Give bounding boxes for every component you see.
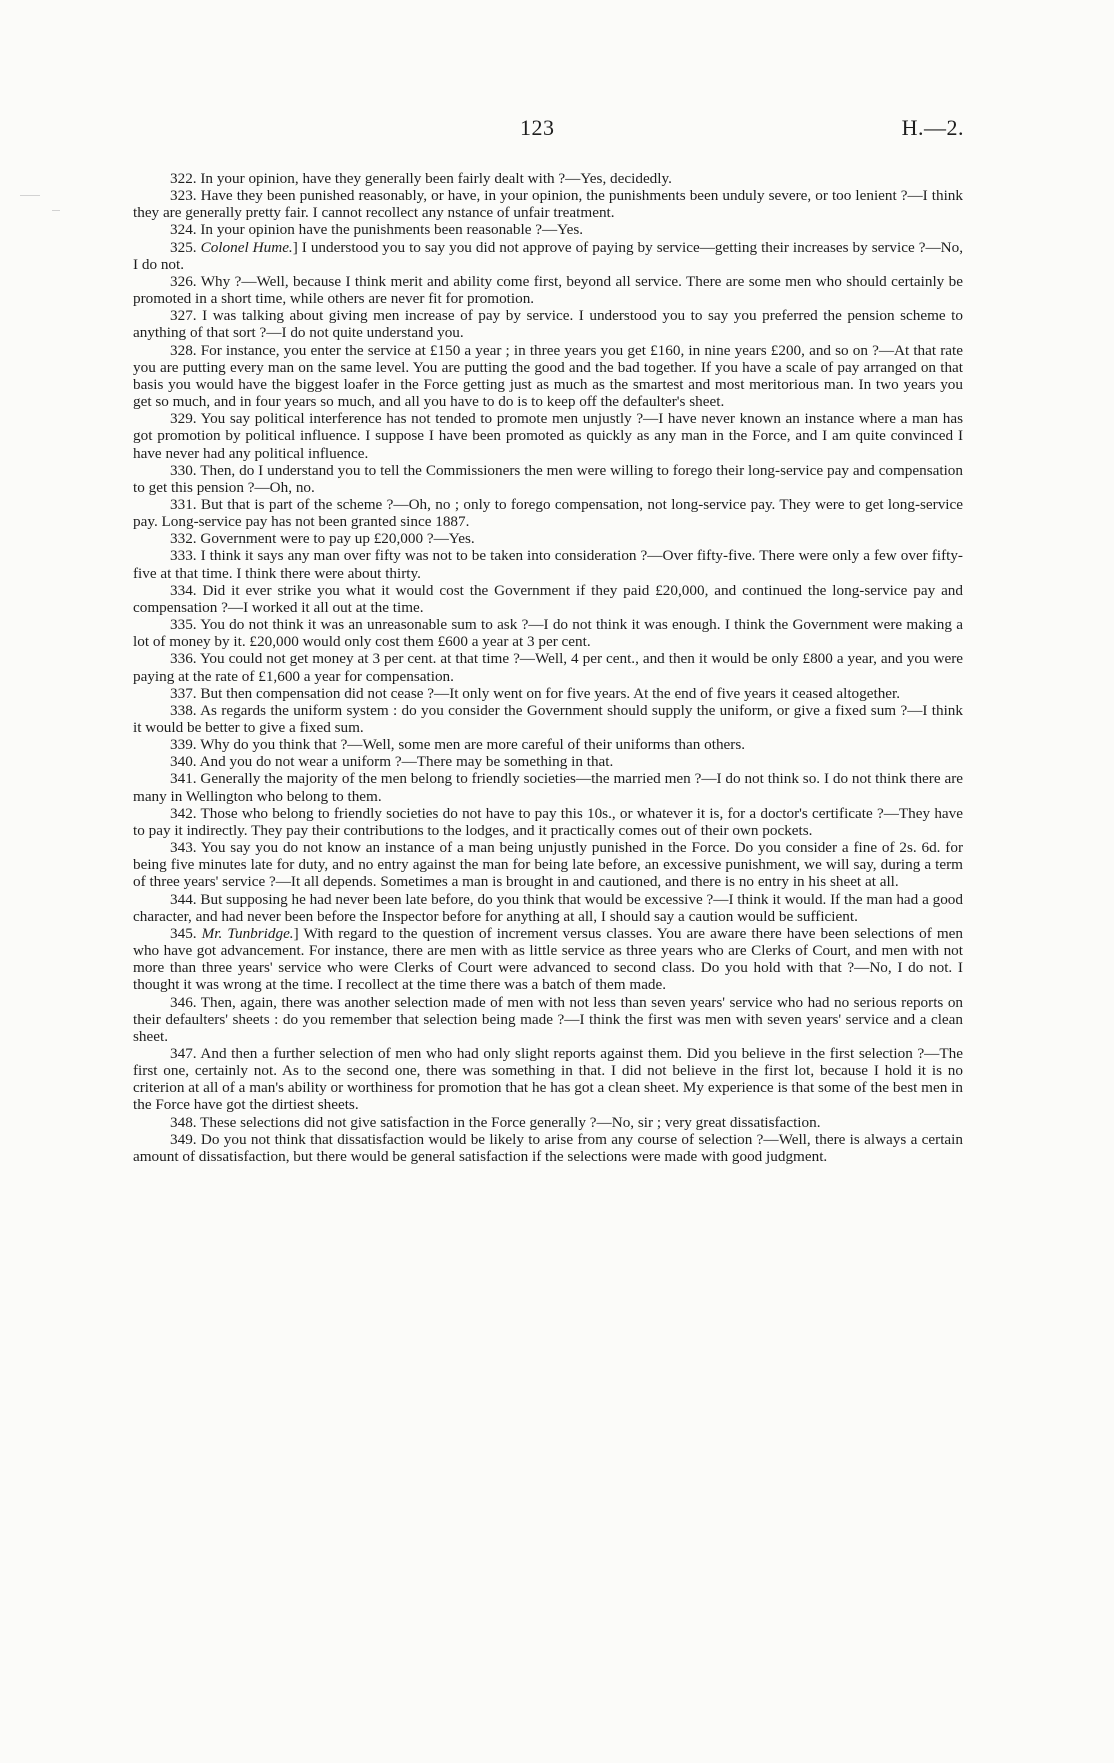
paragraph-text: 339. Why do you think that ?—Well, some men are more careful of their uniforms than others. xyxy=(170,736,746,754)
paragraph-336 xyxy=(133,650,963,684)
paragraph-text: 332. Government were to pay up £20,000 ?—Yes. xyxy=(170,530,475,548)
paragraph-339 xyxy=(133,736,963,753)
document-reference: H.—2. xyxy=(901,115,964,140)
paragraph-text: 334. Did it ever strike you what it would cost the Government if they paid £20,000, and continued the long-service pay and compensation ?—I worked it all out at the time. xyxy=(133,581,963,616)
paragraph-text: 328. For instance, you enter the service at £150 a year ; in three years you get £160, in nine years £200, and so on ?—At that rate you are putting every man on the same level. You are putting the good and the bad together. If you have a scale of pay arranged on that basis you would have the biggest loafer in the Force getting just as much as the smartest and most meritorious man. In two years you get so much, and in four years so much, and all you have to do is to keep off the defaulter's sheet. xyxy=(133,341,963,411)
paragraph-text: 329. You say political interference has not tended to promote men unjustly ?—I have never known an instance where a man has got promotion by political influence. I suppose I have been promoted as quickly as any man in the Force, and I am quite convinced I have never had any political influence. xyxy=(133,410,963,462)
paragraph-331 xyxy=(133,496,963,530)
paragraph-text: 343. You say you do not know an instance of a man being unjustly punished in the Force. Do you consider a fine of 2s. 6d. for being five minutes late for duty, and no entry against the man for being late before, an excessive punishment, we will say, during a term of three years' service ?—It all depends. Sometimes a man is brought in and cautioned, and there is no entry in his sheet at all. xyxy=(133,839,963,891)
paragraph-text: 347. And then a further selection of men who had only slight reports against them. Did you believe in the first selection ?—The first one, certainly not. As to the second one, there was something in that. I did not believe in the first lot, because I hold it is no criterion at all of a man's ability or worthiness for promotion that he has got a clean sheet. My experience is that some of the best men in the Force have got the dirtiest sheets. xyxy=(133,1044,963,1114)
paragraph-text: 335. You do not think it was an unreasonable sum to ask ?—I do not think it was enough. I think the Government were making a lot of money by it. £20,000 would only cost them £600 a year at 3 per cent. xyxy=(133,616,963,651)
paragraph-335 xyxy=(133,616,963,650)
paragraph-text: 322. In your opinion, have they generally been fairly dealt with ?—Yes, decidedly. xyxy=(170,170,672,187)
paragraph-number: 325. xyxy=(170,238,201,256)
paragraph-text: 330. Then, do I understand you to tell the Commissioners the men were willing to forego their long-service pay and compensation to get this pension ?—Oh, no. xyxy=(133,461,963,496)
paragraph-text: 337. But then compensation did not cease ?—It only went on for five years. At the end of five years it ceased altogether. xyxy=(170,684,901,702)
paragraph-348 xyxy=(133,1114,963,1131)
paragraph-text: 346. Then, again, there was another selection made of men with not less than seven years' service who had no serious reports on their defaulters' sheets : do you remember that selection being made ?—I think the first was men with seven years' service and a clean sheet. xyxy=(133,993,963,1045)
paragraph-343 xyxy=(133,839,963,890)
paragraph-338 xyxy=(133,702,963,736)
paragraph-text: 331. But that is part of the scheme ?—Oh, no ; only to forego compensation, not long-service pay. They were to get long-service pay. Long-service pay has not been granted since 1887. xyxy=(133,495,963,531)
paragraph-342 xyxy=(133,805,963,839)
paragraph-333 xyxy=(133,547,963,581)
scan-mark xyxy=(20,195,40,196)
paragraph-345 xyxy=(133,925,963,994)
paragraph-text: 340. And you do not wear a uniform ?—There may be something in that. xyxy=(170,753,614,771)
paragraph-text: 324. In your opinion have the punishments been reasonable ?—Yes. xyxy=(170,221,584,239)
paragraph-text: 342. Those who belong to friendly societies do not have to pay this 10s., or whatever it is, for a doctor's certificate ?—They have to pay it indirectly. They pay their contributions to the lodges, and it practically comes out of their own pockets. xyxy=(133,804,963,839)
paragraph-324 xyxy=(133,221,963,238)
paragraph-341 xyxy=(133,770,963,804)
paragraph-text: 327. I was talking about giving men increase of pay by service. I understood you to say you preferred the pension scheme to anything of that sort ?—I do not quite understand you. xyxy=(133,307,963,342)
scan-mark xyxy=(52,210,60,211)
paragraph-text: 333. I think it says any man over fifty was not to be taken into consideration ?—Over fifty-five. There were only a few over fifty-five at that time. I think there were about thirty. xyxy=(133,547,963,582)
page-header xyxy=(0,115,1114,155)
paragraph-text: 323. Have they been punished reasonably, or have, in your opinion, the punishments been unduly severe, or too lenient ?—I think they are generally pretty fair. I cannot recollect any nstance of unfair treatment. xyxy=(133,187,963,222)
paragraph-325 xyxy=(133,239,963,273)
paragraph-323 xyxy=(133,187,963,221)
paragraph-330 xyxy=(133,462,963,496)
paragraph-text: ] I understood you to say you did not approve of paying by service—getting their increases by service ?—No, I do not. xyxy=(133,238,964,273)
paragraph-text: 348. These selections did not give satisfaction in the Force generally ?—No, sir ; very great dissatisfaction. xyxy=(170,1113,821,1131)
paragraph-328 xyxy=(133,342,963,411)
speaker-name: Mr. Tunbridge. xyxy=(201,924,294,942)
page-number: 123 xyxy=(520,115,555,140)
paragraph-337 xyxy=(133,685,963,702)
document-body xyxy=(133,170,963,1165)
paragraph-329 xyxy=(133,410,963,461)
paragraph-text: 341. Generally the majority of the men belong to friendly societies—the married men ?—I do not think so. I do not think there are many in Wellington who belong to them. xyxy=(133,770,963,805)
paragraph-340 xyxy=(133,753,963,770)
paragraph-346 xyxy=(133,994,963,1045)
paragraph-text: 349. Do you not think that dissatisfaction would be likely to arise from any course of selection ?—Well, there is always a certain amount of dissatisfaction, but there would be general satisfaction if the selections were made with good judgment. xyxy=(133,1130,963,1165)
paragraph-327 xyxy=(133,307,963,341)
paragraph-334 xyxy=(133,582,963,616)
paragraph-text: 338. As regards the uniform system : do you consider the Government should supply the uniform, or give a fixed sum ?—I think it would be better to give a fixed sum. xyxy=(133,701,963,736)
paragraph-347 xyxy=(133,1045,963,1114)
paragraph-text: 344. But supposing he had never been late before, do you think that would be excessive ?—I think it would. If the man had a good character, and had never been before the Inspector before for anything at all, I should say a caution would be sufficient. xyxy=(133,890,963,925)
paragraph-text: 336. You could not get money at 3 per cent. at that time ?—Well, 4 per cent., and then it would be only £800 a year, and you were paying at the rate of £1,600 a year for compensation. xyxy=(133,650,963,685)
paragraph-349 xyxy=(133,1131,963,1165)
paragraph-number: 345. xyxy=(170,924,202,942)
paragraph-344 xyxy=(133,891,963,925)
paragraph-326 xyxy=(133,273,963,307)
paragraph-text: 326. Why ?—Well, because I think merit and ability come first, beyond all service. There are some men who should certainly be promoted in a short time, while others are never fit for promotion. xyxy=(133,272,963,308)
paragraph-322 xyxy=(133,170,963,187)
speaker-name: Colonel Hume. xyxy=(200,238,293,256)
paragraph-text: ] With regard to the question of increment versus classes. You are aware there have been selections of men who have got advancement. For instance, there are men with as little service as three years who are Clerks of Court, and men with not more than three years' service who were Clerks of Court were advanced to second class. Do you hold with that ?—No, I do not. I thought it was wrong at the time. I recollect at the time there was a batch of them made. xyxy=(133,924,964,994)
paragraph-332 xyxy=(133,530,963,547)
